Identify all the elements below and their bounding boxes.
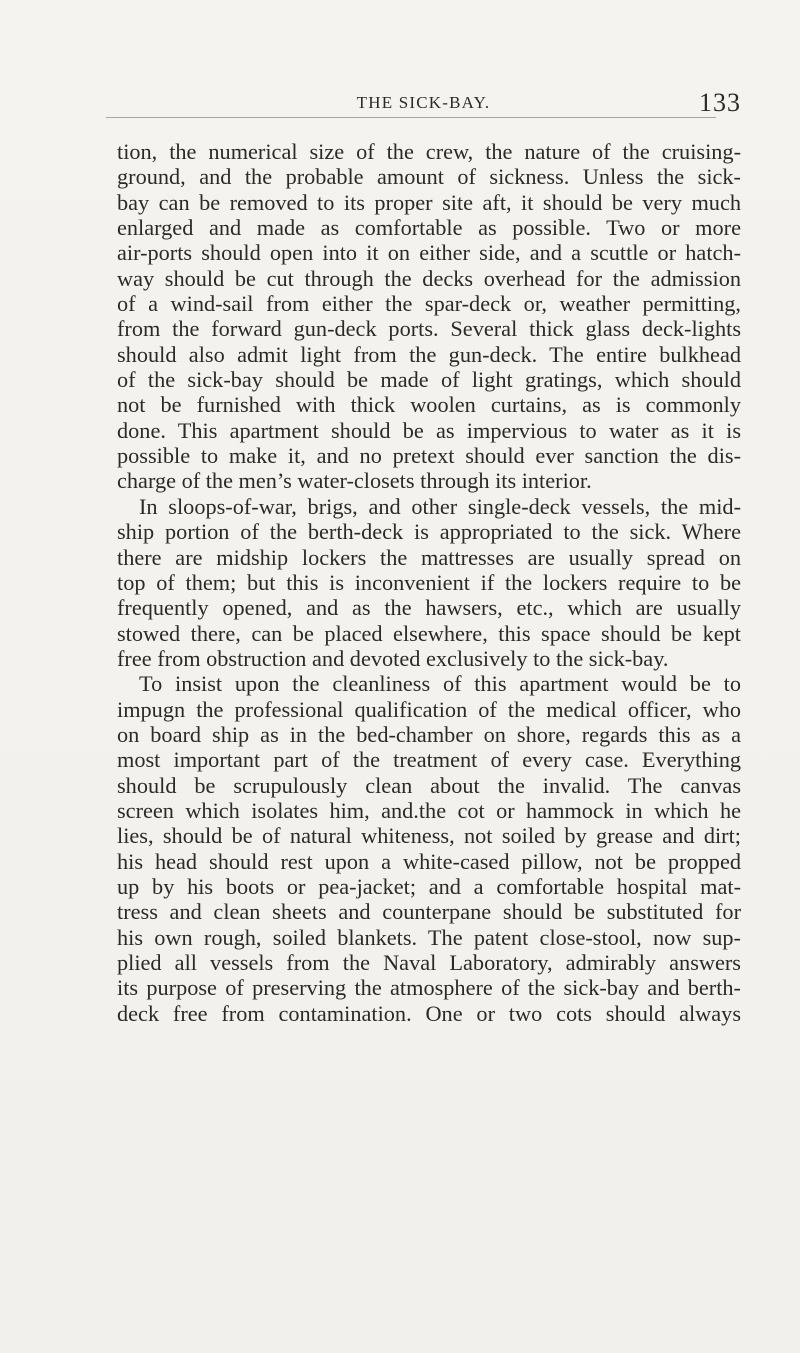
text-line: his head should rest upon a white-cased pillow, not be propped <box>117 848 741 874</box>
text-line: screen which isolates him, and.the cot or hammock in which he <box>117 797 741 823</box>
text-line: from the forward gun-deck ports. Several thick glass deck-lights <box>117 316 741 342</box>
text-line: frequently opened, and as the hawsers, etc., which are usually <box>117 595 741 621</box>
text-line: ship portion of the berth-deck is appropriated to the sick. Where <box>117 519 741 545</box>
text-line: up by his boots or pea-jacket; and a comfortable hospital mat- <box>117 873 741 899</box>
text-line: plied all vessels from the Naval Laboratory, admirably answers <box>117 950 741 975</box>
text-line: possible to make it, and no pretext should ever sanction the dis- <box>117 443 741 469</box>
text-line: there are midship lockers the mattresses are usually spread on <box>117 544 741 570</box>
text-line: top of them; but this is inconvenient if the lockers require to be <box>117 569 741 595</box>
body-text <box>117 139 741 1026</box>
header-rule <box>106 117 716 118</box>
text-line: enlarged and made as comfortable as possible. Two or more <box>117 215 741 241</box>
running-title: THE SICK-BAY. <box>356 93 491 112</box>
page-number: 133 <box>699 88 741 117</box>
text-line: ground, and the probable amount of sickness. Unless the sick- <box>117 164 741 190</box>
text-line: its purpose of preserving the atmosphere of the sick-bay and berth- <box>117 975 741 1001</box>
text-line: To insist upon the cleanliness of this apartment would be to <box>139 671 741 697</box>
text-line: most important part of the treatment of every case. Everything <box>117 747 741 773</box>
text-line: his own rough, soiled blankets. The patent close-stool, now sup- <box>117 924 741 950</box>
text-line: way should be cut through the decks overhead for the admission <box>117 265 741 291</box>
text-line: not be furnished with thick woolen curtains, as is commonly <box>117 392 741 418</box>
running-head <box>106 88 741 128</box>
text-line: tion, the numerical size of the crew, the nature of the cruising- <box>117 139 741 164</box>
text-line: deck free from contamination. One or two cots should always <box>117 1000 741 1026</box>
text-line: bay can be removed to its proper site aft, it should be very much <box>117 189 741 215</box>
text-line: should be scrupulously clean about the invalid. The canvas <box>117 772 741 798</box>
text-line: lies, should be of natural whiteness, not soiled by grease and dirt; <box>117 823 741 849</box>
text-line: on board ship as in the bed-chamber on shore, regards this as a <box>117 721 741 747</box>
text-line: free from obstruction and devoted exclusively to the sick-bay. <box>117 645 669 671</box>
text-line: impugn the professional qualification of the medical officer, who <box>117 696 741 722</box>
text-line: should also admit light from the gun-deck. The entire bulkhead <box>117 341 741 367</box>
text-line: of a wind-sail from either the spar-deck or, weather permitting, <box>117 291 741 317</box>
text-line: stowed there, can be placed elsewhere, this space should be kept <box>117 620 741 646</box>
text-line: done. This apartment should be as impervious to water as it is <box>117 417 741 443</box>
text-line: air-ports should open into it on either side, and a scuttle or hatch- <box>117 240 741 266</box>
text-line: charge of the men’s water-closets through its interior. <box>117 468 592 494</box>
text-line: In sloops-of-war, brigs, and other single-deck vessels, the mid- <box>139 493 741 519</box>
text-line: of the sick-bay should be made of light gratings, which should <box>117 367 741 393</box>
text-line: tress and clean sheets and counterpane should be substituted for <box>117 899 741 925</box>
